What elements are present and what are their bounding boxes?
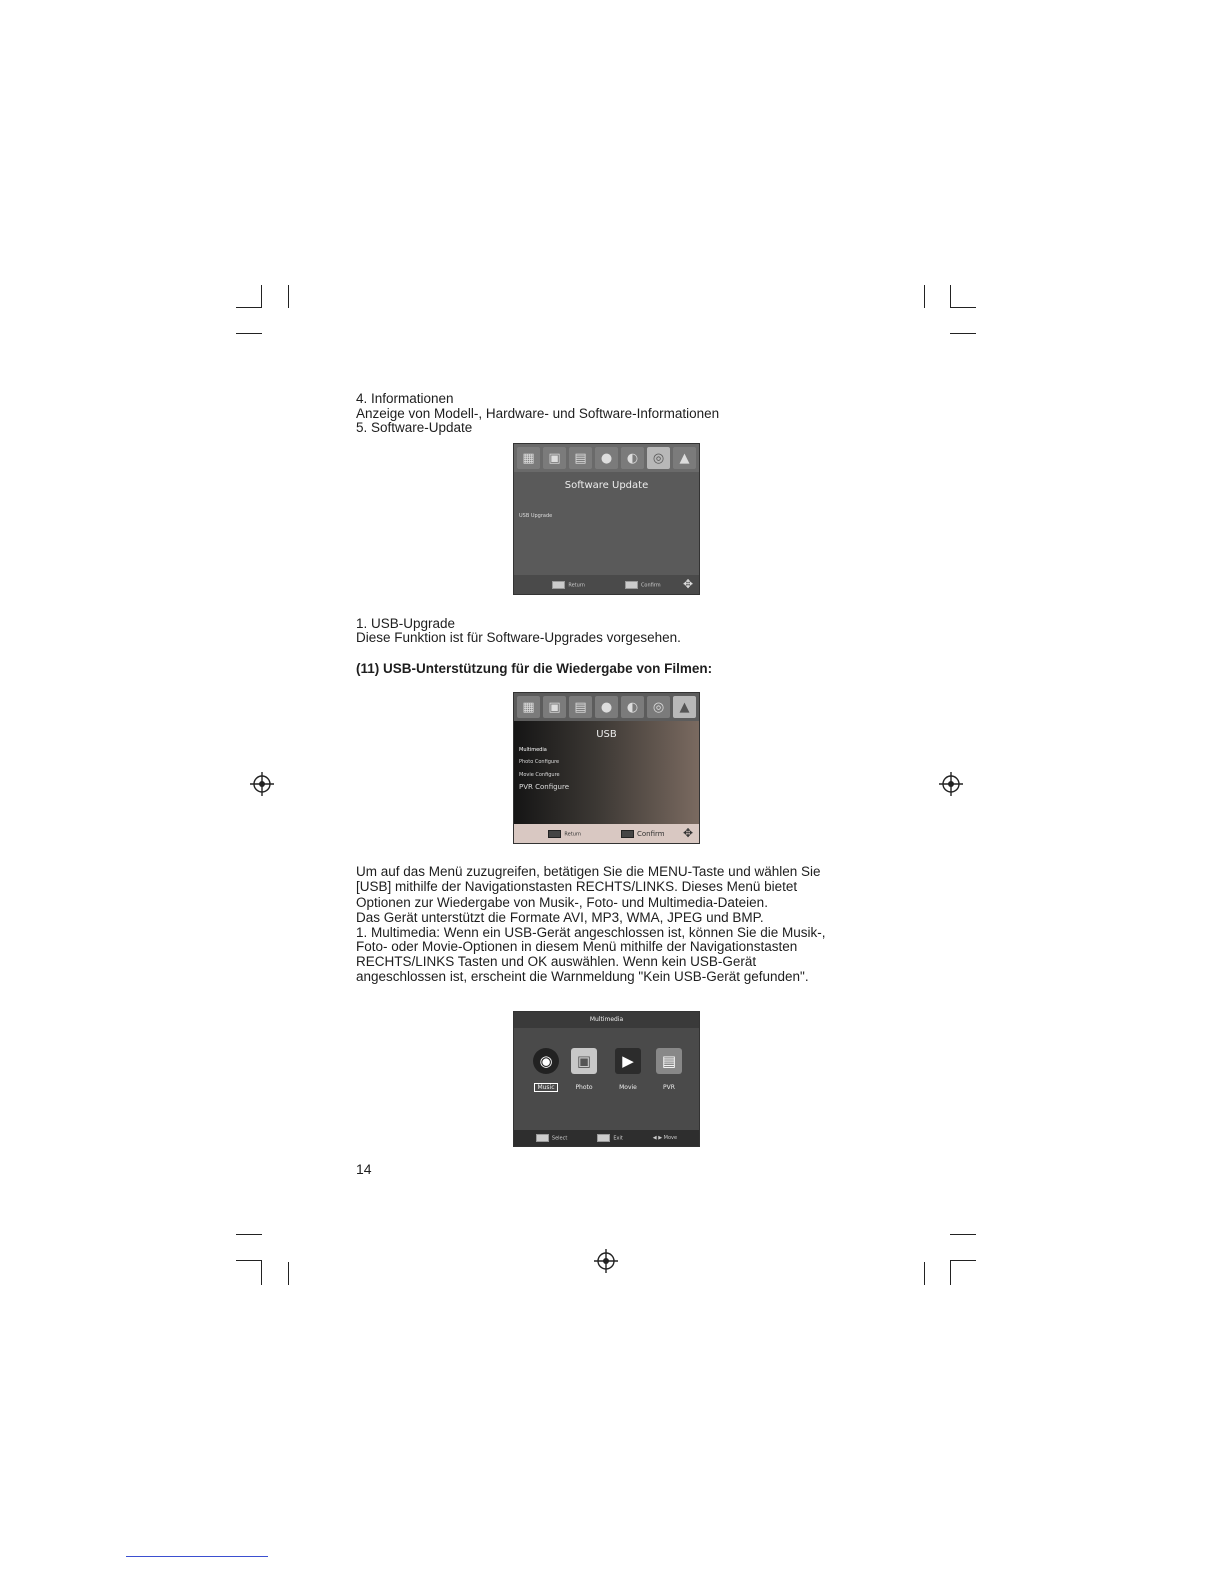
select-hint xyxy=(536,1134,567,1142)
move-label: Move xyxy=(663,1135,678,1141)
informationen-text: Anzeige von Modell-, Hardware- und Software-Informationen xyxy=(356,406,720,421)
movie-configure-item[interactable]: Movie Configure xyxy=(519,772,560,778)
navigation-icon: ✥ xyxy=(682,826,693,840)
exit-hint xyxy=(597,1134,622,1142)
footer-rule xyxy=(126,1556,268,1557)
paragraph-line: [USB] mithilfe der Navigationstasten RECHTS/LINKS. Dieses Menü bietet xyxy=(356,879,798,894)
exit-label: Exit xyxy=(613,1135,623,1142)
disc-tab-icon[interactable]: ● xyxy=(595,696,618,718)
photo-tab-icon[interactable]: ▤ xyxy=(569,696,592,718)
settings-tab-icon[interactable]: ◎ xyxy=(647,447,670,469)
pvr-configure-item[interactable]: PVR Configure xyxy=(519,783,570,791)
informationen-heading: 4. Informationen xyxy=(356,391,454,406)
software-update-heading: 5. Software-Update xyxy=(356,420,473,435)
usb-tab-icon[interactable]: ▲ xyxy=(673,447,696,469)
globe-tab-icon[interactable]: ◐ xyxy=(621,696,644,718)
pvr-label: PVR xyxy=(663,1084,675,1091)
menu-tab-bar xyxy=(514,693,699,721)
paragraph-line: Um auf das Menü zuzugreifen, betätigen Sie die MENU-Taste und wählen Sie xyxy=(356,864,821,879)
confirm-hint xyxy=(625,581,661,589)
picture-tab-icon[interactable]: ▣ xyxy=(543,696,566,718)
crop-mark xyxy=(950,1260,976,1261)
multimedia-screen xyxy=(513,1011,700,1147)
usb-upgrade-heading: 1. USB-Upgrade xyxy=(356,616,456,631)
screen-footer xyxy=(514,1130,699,1146)
paragraph-line: RECHTS/LINKS Tasten und OK auswählen. Wenn kein USB-Gerät xyxy=(356,954,757,969)
screen-title: USB xyxy=(596,729,617,740)
menu-key-icon xyxy=(552,581,565,589)
exit-key-icon xyxy=(597,1134,610,1142)
picture-tab-icon[interactable]: ▣ xyxy=(543,447,566,469)
pvr-icon: ▤ xyxy=(656,1048,682,1074)
screen-footer xyxy=(514,575,699,594)
crop-mark xyxy=(924,285,925,308)
music-disc-icon: ◉ xyxy=(533,1048,559,1074)
crop-mark xyxy=(950,307,976,308)
ok-key-icon xyxy=(621,830,634,838)
section-11-heading: (11) USB-Unterstützung für die Wiedergabe von Filmen: xyxy=(356,661,713,676)
movie-option[interactable] xyxy=(608,1048,648,1093)
return-label: Return xyxy=(568,582,585,588)
paragraph-line: 1. Multimedia: Wenn ein USB-Gerät angeschlossen ist, können Sie die Musik-, xyxy=(356,925,826,940)
return-hint xyxy=(548,830,581,838)
navigation-icon: ✥ xyxy=(682,577,693,591)
photo-configure-item[interactable]: Photo Configure xyxy=(519,759,560,765)
pvr-option[interactable] xyxy=(649,1048,689,1093)
movie-label: Movie xyxy=(619,1084,637,1091)
settings-tab-icon[interactable]: ◎ xyxy=(647,696,670,718)
usb-screen xyxy=(513,692,700,844)
arrow-keys-icon: ◀ ▶ xyxy=(652,1135,664,1141)
screen-footer xyxy=(514,824,699,843)
crop-mark xyxy=(288,1262,289,1285)
confirm-label: Confirm xyxy=(637,829,665,838)
page-number: 14 xyxy=(356,1161,372,1177)
ok-key-icon xyxy=(536,1134,549,1142)
paragraph-line: Foto- oder Movie-Optionen in diesem Menü mithilfe der Navigationstasten xyxy=(356,939,798,954)
usb-upgrade-item[interactable]: USB Upgrade xyxy=(519,513,553,519)
clapper-icon: ▶ xyxy=(615,1048,641,1074)
move-hint xyxy=(653,1135,677,1141)
music-option[interactable] xyxy=(526,1048,566,1093)
photo-icon: ▣ xyxy=(571,1048,597,1074)
registration-mark-icon xyxy=(594,1249,618,1273)
confirm-label: Confirm xyxy=(640,582,661,588)
registration-mark-icon xyxy=(939,772,963,796)
crop-mark xyxy=(924,1262,925,1285)
crop-mark xyxy=(950,1260,951,1285)
crop-mark xyxy=(236,333,262,334)
photo-label: Photo xyxy=(575,1084,593,1091)
menu-key-icon xyxy=(548,830,561,838)
paragraph-line: angeschlossen ist, erscheint die Warnmeldung "Kein USB-Gerät gefunden". xyxy=(356,969,809,984)
usb-tab-icon[interactable]: ▲ xyxy=(673,696,696,718)
crop-mark xyxy=(950,333,976,334)
registration-mark-icon xyxy=(250,772,274,796)
paragraph-line: Das Gerät unterstützt die Formate AVI, MP3, WMA, JPEG und BMP. xyxy=(356,910,764,925)
screen-title: Software Update xyxy=(564,480,649,491)
crop-mark xyxy=(288,285,289,308)
crop-mark xyxy=(950,285,951,308)
crop-mark xyxy=(236,1234,262,1235)
select-label: Select xyxy=(551,1135,568,1142)
multimedia-item[interactable]: Multimedia xyxy=(519,747,547,753)
crop-mark xyxy=(261,1260,262,1285)
globe-tab-icon[interactable]: ◐ xyxy=(621,447,644,469)
confirm-hint xyxy=(621,830,665,838)
ok-key-icon xyxy=(625,581,638,589)
menu-tab-bar xyxy=(514,444,699,472)
paragraph-line: Optionen zur Wiedergabe von Musik-, Foto- und Multimedia-Dateien. xyxy=(356,895,768,910)
crop-mark xyxy=(261,285,262,308)
crop-mark xyxy=(236,307,262,308)
return-hint xyxy=(552,581,585,589)
image-tab-icon[interactable]: ▦ xyxy=(517,696,540,718)
crop-mark xyxy=(950,1234,976,1235)
software-update-screen xyxy=(513,443,700,595)
crop-mark xyxy=(236,1260,262,1261)
screen-title: Multimedia xyxy=(514,1012,699,1028)
photo-option[interactable] xyxy=(564,1048,604,1093)
return-label: Return xyxy=(564,831,581,837)
usb-upgrade-text: Diese Funktion ist für Software-Upgrades vorgesehen. xyxy=(356,630,681,645)
photo-tab-icon[interactable]: ▤ xyxy=(569,447,592,469)
image-tab-icon[interactable]: ▦ xyxy=(517,447,540,469)
music-label: Music xyxy=(534,1083,557,1092)
disc-tab-icon[interactable]: ● xyxy=(595,447,618,469)
